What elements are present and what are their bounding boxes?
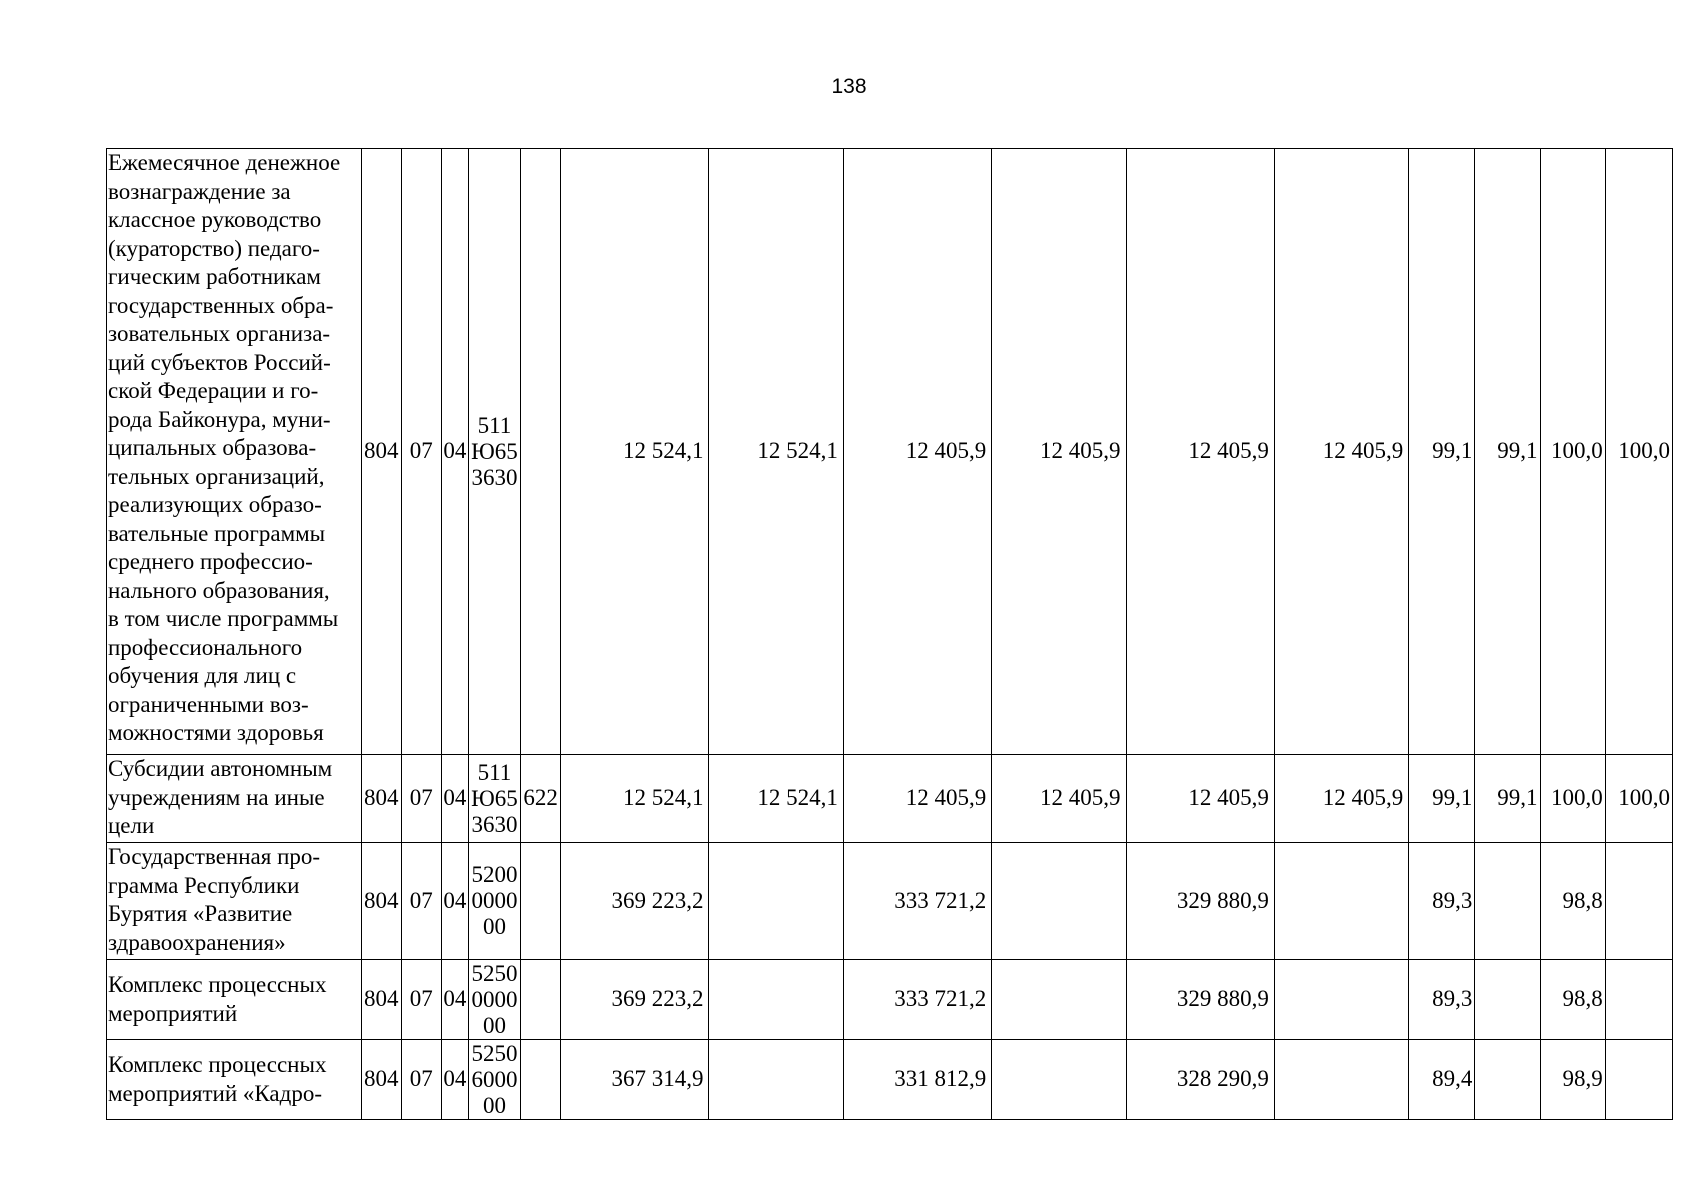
amount-5: 12 405,9	[1126, 149, 1274, 755]
subsection-code: 04	[441, 843, 468, 960]
row-name: Государственная про- грамма Республики Бурятия «Развитие здравоохранения»	[107, 843, 362, 960]
expense-type-code	[521, 149, 561, 755]
amount-2	[709, 843, 843, 960]
row-name: Комплекс процессных мероприятий «Кадро-	[107, 1040, 362, 1120]
grbs-code: 804	[361, 843, 401, 960]
target-article-code: 511 Ю65 3630	[468, 755, 520, 843]
amount-5: 329 880,9	[1126, 960, 1274, 1040]
grbs-code: 804	[361, 960, 401, 1040]
target-article-code: 5250 6000 00	[468, 1040, 520, 1120]
amount-5: 329 880,9	[1126, 843, 1274, 960]
amount-3: 331 812,9	[843, 1040, 991, 1120]
subsection-code: 04	[441, 149, 468, 755]
percent-4	[1605, 843, 1672, 960]
percent-1: 89,4	[1409, 1040, 1475, 1120]
row-name: Субсидии автономным учреждениям на иные цели	[107, 755, 362, 843]
percent-3: 98,9	[1540, 1040, 1605, 1120]
amount-1: 369 223,2	[561, 843, 709, 960]
table-row	[107, 755, 1673, 843]
amount-6: 12 405,9	[1274, 149, 1408, 755]
subsection-code: 04	[441, 755, 468, 843]
expense-type-code	[521, 960, 561, 1040]
percent-4: 100,0	[1605, 149, 1672, 755]
percent-4	[1605, 960, 1672, 1040]
target-article-code: 5250 0000 00	[468, 960, 520, 1040]
amount-5: 328 290,9	[1126, 1040, 1274, 1120]
target-article-code: 5200 0000 00	[468, 843, 520, 960]
amount-3: 12 405,9	[843, 149, 991, 755]
amount-1: 12 524,1	[561, 149, 709, 755]
percent-3: 98,8	[1540, 960, 1605, 1040]
page-number: 138	[831, 75, 867, 98]
section-code: 07	[401, 1040, 441, 1120]
table-row	[107, 960, 1673, 1040]
amount-1: 369 223,2	[561, 960, 709, 1040]
percent-4	[1605, 1040, 1672, 1120]
percent-2	[1475, 960, 1540, 1040]
percent-1: 99,1	[1409, 149, 1475, 755]
amount-2	[709, 1040, 843, 1120]
subsection-code: 04	[441, 1040, 468, 1120]
percent-1: 99,1	[1409, 755, 1475, 843]
amount-5: 12 405,9	[1126, 755, 1274, 843]
amount-6	[1274, 843, 1408, 960]
target-article-code: 511 Ю65 3630	[468, 149, 520, 755]
percent-3: 98,8	[1540, 843, 1605, 960]
row-name: Комплекс процессных мероприятий	[107, 960, 362, 1040]
table-row	[107, 149, 1673, 755]
percent-3: 100,0	[1540, 149, 1605, 755]
amount-2: 12 524,1	[709, 755, 843, 843]
amount-3: 333 721,2	[843, 843, 991, 960]
amount-6	[1274, 960, 1408, 1040]
grbs-code: 804	[361, 755, 401, 843]
section-code: 07	[401, 149, 441, 755]
amount-6: 12 405,9	[1274, 755, 1408, 843]
percent-2	[1475, 843, 1540, 960]
percent-2	[1475, 1040, 1540, 1120]
amount-4	[992, 960, 1126, 1040]
amount-1: 367 314,9	[561, 1040, 709, 1120]
expense-type-code	[521, 1040, 561, 1120]
amount-4: 12 405,9	[992, 149, 1126, 755]
grbs-code: 804	[361, 1040, 401, 1120]
table-row	[107, 1040, 1673, 1120]
percent-1: 89,3	[1409, 843, 1475, 960]
section-code: 07	[401, 843, 441, 960]
row-name: Ежемесячное денежное вознаграждение за классное руководство (кураторство) педаго- гическим работникам государственных обра- зовательных организа- ций субъектов Россий- ской Федерации и го- рода Байконура, муни- ципальных образова- тельных организаций, реализующих образо- вательные программы среднего профессио- нального образования, в том числе программы профессионального обучения для лиц с ограниченными воз- можностями здоровья	[107, 149, 362, 755]
section-code: 07	[401, 755, 441, 843]
amount-1: 12 524,1	[561, 755, 709, 843]
percent-3: 100,0	[1540, 755, 1605, 843]
expense-type-code: 622	[521, 755, 561, 843]
amount-3: 333 721,2	[843, 960, 991, 1040]
table-row	[107, 843, 1673, 960]
percent-2: 99,1	[1475, 149, 1540, 755]
amount-2: 12 524,1	[709, 149, 843, 755]
percent-1: 89,3	[1409, 960, 1475, 1040]
amount-6	[1274, 1040, 1408, 1120]
section-code: 07	[401, 960, 441, 1040]
subsection-code: 04	[441, 960, 468, 1040]
budget-table	[106, 148, 1673, 1120]
grbs-code: 804	[361, 149, 401, 755]
amount-4: 12 405,9	[992, 755, 1126, 843]
amount-3: 12 405,9	[843, 755, 991, 843]
percent-2: 99,1	[1475, 755, 1540, 843]
amount-2	[709, 960, 843, 1040]
expense-type-code	[521, 843, 561, 960]
percent-4: 100,0	[1605, 755, 1672, 843]
amount-4	[992, 843, 1126, 960]
amount-4	[992, 1040, 1126, 1120]
